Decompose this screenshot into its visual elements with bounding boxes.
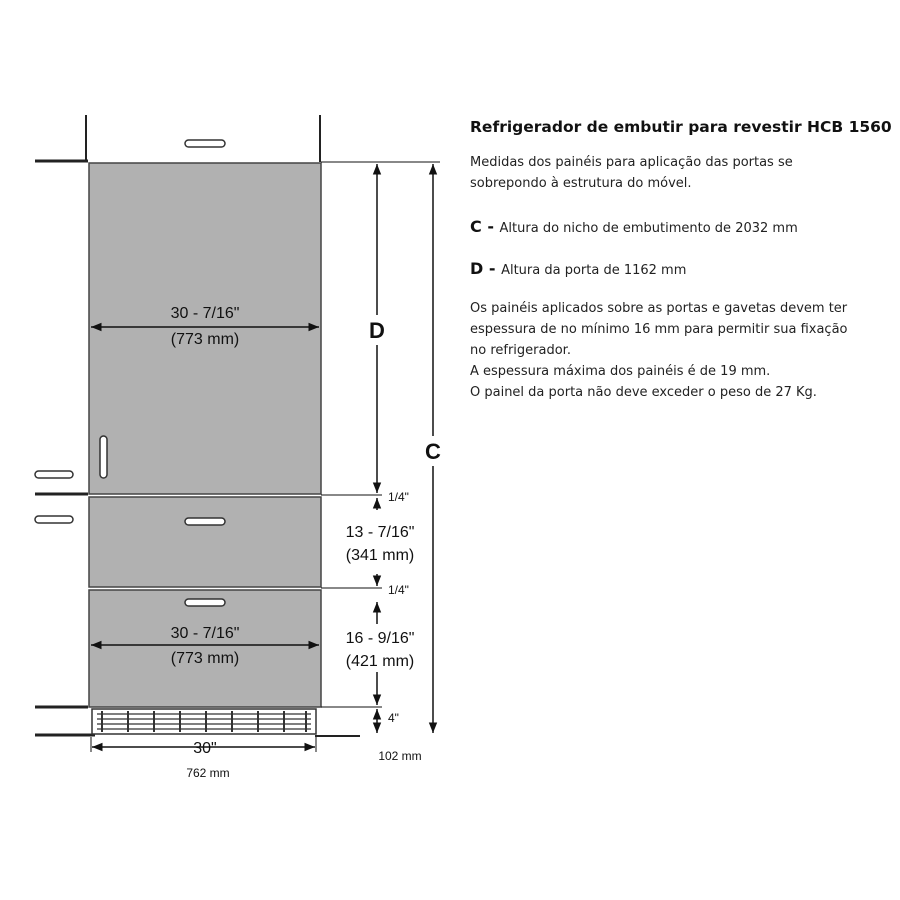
- cabinet-side-handle: [35, 471, 73, 478]
- toe-kick-mm: 102 mm: [378, 749, 422, 763]
- door-panel: [89, 163, 321, 494]
- note-line: Os painéis aplicados sobre as portas e gavetas devem ter: [470, 301, 848, 316]
- gap-top-label: 1/4": [388, 490, 409, 504]
- cabinet-side-handle: [35, 516, 73, 523]
- upper-drawer-handle: [185, 518, 225, 525]
- description-panel: [470, 118, 890, 403]
- drawer-width-mm: (773 mm): [170, 650, 240, 667]
- legend-c-text: Altura do nicho de embutimento de 2032 mm: [499, 221, 798, 236]
- d-label: D: [369, 318, 385, 343]
- lower-drawer-handle: [185, 599, 225, 606]
- cabinet-top-handle: [185, 140, 225, 147]
- door-handle: [100, 436, 107, 478]
- drawer-width-inch: 30 - 7/16": [170, 625, 240, 642]
- toe-kick-inch: 4": [388, 711, 399, 725]
- gap-middle-label: 1/4": [388, 583, 409, 597]
- upper-drawer-panel: [89, 497, 321, 587]
- legend-c-letter: C: [470, 217, 482, 236]
- door-width-mm: (773 mm): [170, 331, 240, 348]
- legend-d-text: Altura da porta de 1162 mm: [501, 263, 687, 278]
- door-width-inch: 30 - 7/16": [170, 305, 240, 322]
- lower-drawer-panel: [89, 590, 321, 707]
- legend-d-sep: -: [483, 259, 502, 278]
- drawer2-height-inch: 16 - 9/16": [345, 630, 415, 647]
- drawer1-height-inch: 13 - 7/16": [345, 524, 415, 541]
- unit-width-mm: 762 mm: [186, 766, 230, 780]
- legend-c-sep: -: [481, 217, 500, 236]
- page-title: Refrigerador de embutir para revestir HCB 1560: [470, 118, 892, 136]
- intro-line: Medidas dos painéis para aplicação das portas se: [470, 155, 793, 170]
- legend-d-letter: D: [470, 259, 484, 278]
- note-line: espessura de no mínimo 16 mm para permitir sua fixação: [470, 322, 848, 337]
- drawer1-height-mm: (341 mm): [345, 547, 415, 564]
- unit-width-inch: 30": [193, 740, 217, 757]
- height-extension-lines: [321, 162, 440, 707]
- toe-kick-grille: [92, 709, 316, 734]
- note-line: A espessura máxima dos painéis é de 19 mm.: [470, 364, 771, 379]
- drawer2-height-mm: (421 mm): [345, 653, 415, 670]
- c-label: C: [425, 439, 441, 464]
- legend-c: [470, 216, 890, 239]
- note-line: O painel da porta não deve exceder o peso de 27 Kg.: [470, 385, 817, 400]
- legend-d: [470, 258, 890, 281]
- intro-line: sobrepondo à estrutura do móvel.: [470, 176, 692, 191]
- note-line: no refrigerador.: [470, 343, 571, 358]
